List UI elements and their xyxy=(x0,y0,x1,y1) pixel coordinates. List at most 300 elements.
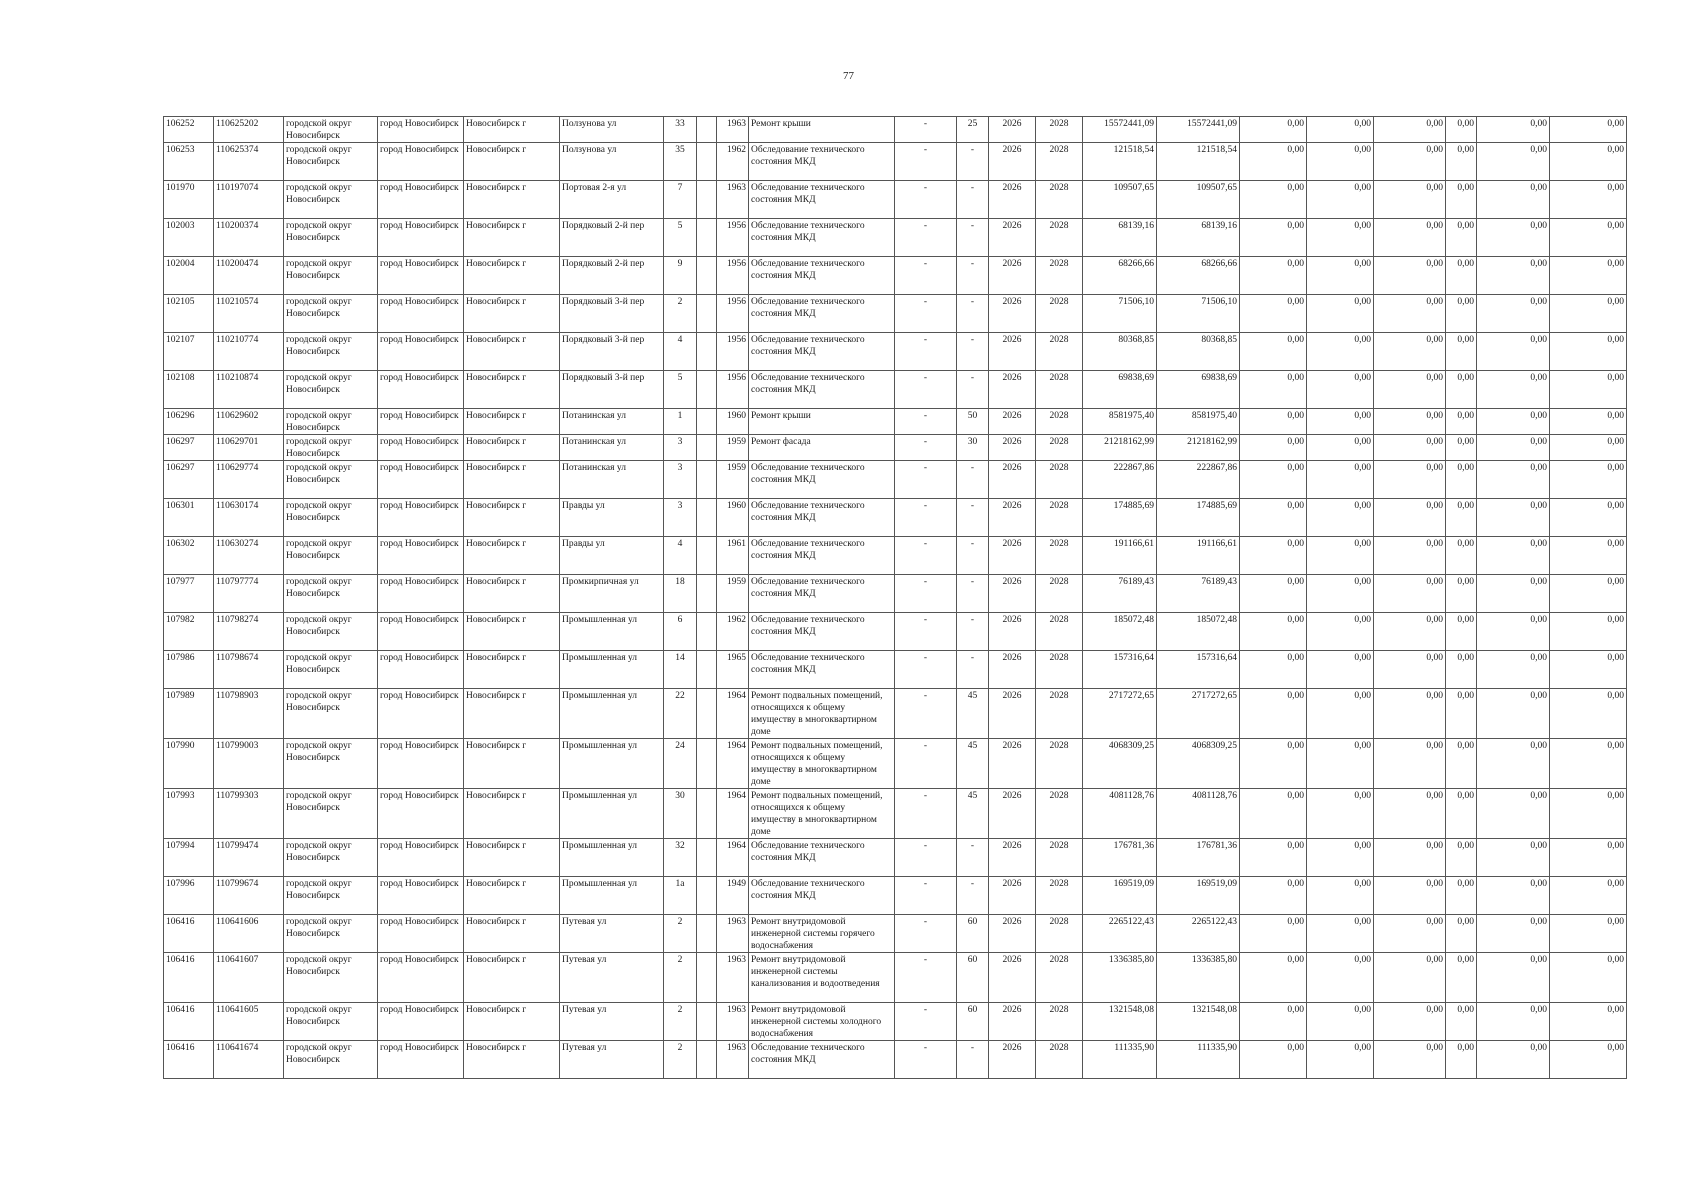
fund-cost-cell: 4068309,25 xyxy=(1157,739,1240,789)
value-cell: 0,00 xyxy=(1307,143,1374,181)
work-type-cell: Ремонт подвальных помещений, относящихся к общему имуществу в многоквартирном доме xyxy=(749,689,895,739)
mark-cell: - xyxy=(895,651,957,689)
value-cell: 0,00 xyxy=(1374,877,1446,915)
fund-cost-cell: 109507,65 xyxy=(1157,181,1240,219)
row-id-cell: 107994 xyxy=(164,839,214,877)
house-cell: 22 xyxy=(664,689,697,739)
street-cell: Ползунова ул xyxy=(560,143,664,181)
service-life-cell: 30 xyxy=(957,435,989,461)
table-row xyxy=(164,575,1627,613)
value-cell: 0,00 xyxy=(1550,839,1627,877)
value-cell: 0,00 xyxy=(1446,613,1477,651)
value-cell: 0,00 xyxy=(1307,181,1374,219)
building-cell xyxy=(697,1041,717,1079)
street-cell: Путевая ул xyxy=(560,915,664,953)
value-cell: 0,00 xyxy=(1374,953,1446,1003)
house-cell: 32 xyxy=(664,839,697,877)
value-cell: 0,00 xyxy=(1550,789,1627,839)
building-cell xyxy=(697,689,717,739)
value-cell: 0,00 xyxy=(1446,435,1477,461)
value-cell: 0,00 xyxy=(1446,117,1477,143)
fund-cost-cell: 176781,36 xyxy=(1157,839,1240,877)
value-cell: 0,00 xyxy=(1240,409,1307,435)
city-cell: Новосибирск г xyxy=(464,143,560,181)
value-cell: 0,00 xyxy=(1307,739,1374,789)
value-cell: 0,00 xyxy=(1374,295,1446,333)
table-row xyxy=(164,257,1627,295)
value-cell: 0,00 xyxy=(1446,689,1477,739)
building-cell xyxy=(697,181,717,219)
street-cell: Потанинская ул xyxy=(560,461,664,499)
service-life-cell: - xyxy=(957,613,989,651)
service-life-cell: - xyxy=(957,461,989,499)
street-cell: Промышленная ул xyxy=(560,651,664,689)
city-cell: Новосибирск г xyxy=(464,257,560,295)
street-cell: Потанинская ул xyxy=(560,409,664,435)
mark-cell: - xyxy=(895,461,957,499)
year-cell: 1959 xyxy=(717,435,749,461)
mark-cell: - xyxy=(895,143,957,181)
value-cell: 0,00 xyxy=(1477,537,1550,575)
city-cell: Новосибирск г xyxy=(464,689,560,739)
year-cell: 1963 xyxy=(717,953,749,1003)
value-cell: 0,00 xyxy=(1477,257,1550,295)
end-year-cell: 2028 xyxy=(1036,613,1083,651)
value-cell: 0,00 xyxy=(1307,1041,1374,1079)
mark-cell: - xyxy=(895,117,957,143)
work-type-cell: Ремонт внутридомовой инженерной системы горячего водоснабжения xyxy=(749,915,895,953)
settlement-cell: город Новосибирск xyxy=(378,689,464,739)
total-cost-cell: 176781,36 xyxy=(1083,839,1157,877)
street-cell: Порядковый 3-й пер xyxy=(560,295,664,333)
building-cell xyxy=(697,739,717,789)
value-cell: 0,00 xyxy=(1446,295,1477,333)
value-cell: 0,00 xyxy=(1240,219,1307,257)
end-year-cell: 2028 xyxy=(1036,915,1083,953)
value-cell: 0,00 xyxy=(1446,537,1477,575)
city-cell: Новосибирск г xyxy=(464,839,560,877)
value-cell: 0,00 xyxy=(1446,877,1477,915)
value-cell: 0,00 xyxy=(1307,575,1374,613)
service-life-cell: 60 xyxy=(957,953,989,1003)
value-cell: 0,00 xyxy=(1374,537,1446,575)
city-cell: Новосибирск г xyxy=(464,371,560,409)
value-cell: 0,00 xyxy=(1550,333,1627,371)
service-life-cell: 45 xyxy=(957,689,989,739)
end-year-cell: 2028 xyxy=(1036,537,1083,575)
street-cell: Промкирпичная ул xyxy=(560,575,664,613)
start-year-cell: 2026 xyxy=(989,435,1036,461)
settlement-cell: город Новосибирск xyxy=(378,739,464,789)
start-year-cell: 2026 xyxy=(989,877,1036,915)
value-cell: 0,00 xyxy=(1374,915,1446,953)
value-cell: 0,00 xyxy=(1240,117,1307,143)
building-cell xyxy=(697,613,717,651)
service-life-cell: - xyxy=(957,651,989,689)
value-cell: 0,00 xyxy=(1240,499,1307,537)
total-cost-cell: 111335,90 xyxy=(1083,1041,1157,1079)
total-cost-cell: 1336385,80 xyxy=(1083,953,1157,1003)
value-cell: 0,00 xyxy=(1240,257,1307,295)
value-cell: 0,00 xyxy=(1446,409,1477,435)
start-year-cell: 2026 xyxy=(989,537,1036,575)
value-cell: 0,00 xyxy=(1374,371,1446,409)
value-cell: 0,00 xyxy=(1307,435,1374,461)
settlement-cell: город Новосибирск xyxy=(378,915,464,953)
service-life-cell: 60 xyxy=(957,1003,989,1041)
value-cell: 0,00 xyxy=(1374,117,1446,143)
value-cell: 0,00 xyxy=(1477,143,1550,181)
value-cell: 0,00 xyxy=(1550,409,1627,435)
fund-cost-cell: 169519,09 xyxy=(1157,877,1240,915)
end-year-cell: 2028 xyxy=(1036,257,1083,295)
row-id-cell: 106302 xyxy=(164,537,214,575)
city-cell: Новосибирск г xyxy=(464,333,560,371)
end-year-cell: 2028 xyxy=(1036,295,1083,333)
building-cell xyxy=(697,219,717,257)
end-year-cell: 2028 xyxy=(1036,689,1083,739)
start-year-cell: 2026 xyxy=(989,689,1036,739)
settlement-cell: город Новосибирск xyxy=(378,371,464,409)
value-cell: 0,00 xyxy=(1446,461,1477,499)
fund-cost-cell: 1321548,08 xyxy=(1157,1003,1240,1041)
house-cell: 3 xyxy=(664,499,697,537)
row-id-cell: 106416 xyxy=(164,915,214,953)
total-cost-cell: 69838,69 xyxy=(1083,371,1157,409)
service-life-cell: - xyxy=(957,333,989,371)
value-cell: 0,00 xyxy=(1477,181,1550,219)
end-year-cell: 2028 xyxy=(1036,953,1083,1003)
district-cell: городской округ Новосибирск xyxy=(284,689,378,739)
service-life-cell: - xyxy=(957,877,989,915)
row-code-cell: 110210574 xyxy=(214,295,284,333)
row-id-cell: 106297 xyxy=(164,435,214,461)
value-cell: 0,00 xyxy=(1307,371,1374,409)
district-cell: городской округ Новосибирск xyxy=(284,789,378,839)
house-cell: 33 xyxy=(664,117,697,143)
value-cell: 0,00 xyxy=(1550,1003,1627,1041)
work-type-cell: Обследование технического состояния МКД xyxy=(749,295,895,333)
table-row xyxy=(164,537,1627,575)
value-cell: 0,00 xyxy=(1240,181,1307,219)
row-code-cell: 110200474 xyxy=(214,257,284,295)
value-cell: 0,00 xyxy=(1446,651,1477,689)
district-cell: городской округ Новосибирск xyxy=(284,877,378,915)
fund-cost-cell: 111335,90 xyxy=(1157,1041,1240,1079)
start-year-cell: 2026 xyxy=(989,953,1036,1003)
district-cell: городской округ Новосибирск xyxy=(284,435,378,461)
value-cell: 0,00 xyxy=(1550,499,1627,537)
city-cell: Новосибирск г xyxy=(464,877,560,915)
table-row xyxy=(164,877,1627,915)
start-year-cell: 2026 xyxy=(989,117,1036,143)
row-code-cell: 110799303 xyxy=(214,789,284,839)
total-cost-cell: 21218162,99 xyxy=(1083,435,1157,461)
building-cell xyxy=(697,1003,717,1041)
year-cell: 1959 xyxy=(717,461,749,499)
settlement-cell: город Новосибирск xyxy=(378,409,464,435)
table-row xyxy=(164,651,1627,689)
year-cell: 1964 xyxy=(717,739,749,789)
mark-cell: - xyxy=(895,575,957,613)
building-cell xyxy=(697,461,717,499)
capital-repair-register-table xyxy=(163,116,1627,1079)
value-cell: 0,00 xyxy=(1477,915,1550,953)
value-cell: 0,00 xyxy=(1477,575,1550,613)
house-cell: 3 xyxy=(664,435,697,461)
city-cell: Новосибирск г xyxy=(464,181,560,219)
value-cell: 0,00 xyxy=(1374,789,1446,839)
building-cell xyxy=(697,651,717,689)
row-id-cell: 107986 xyxy=(164,651,214,689)
street-cell: Путевая ул xyxy=(560,1003,664,1041)
row-code-cell: 110629701 xyxy=(214,435,284,461)
house-cell: 5 xyxy=(664,371,697,409)
city-cell: Новосибирск г xyxy=(464,739,560,789)
value-cell: 0,00 xyxy=(1550,651,1627,689)
year-cell: 1965 xyxy=(717,651,749,689)
mark-cell: - xyxy=(895,409,957,435)
service-life-cell: - xyxy=(957,537,989,575)
row-code-cell: 110641607 xyxy=(214,953,284,1003)
work-type-cell: Обследование технического состояния МКД xyxy=(749,613,895,651)
work-type-cell: Обследование технического состояния МКД xyxy=(749,461,895,499)
end-year-cell: 2028 xyxy=(1036,839,1083,877)
value-cell: 0,00 xyxy=(1477,839,1550,877)
value-cell: 0,00 xyxy=(1240,915,1307,953)
value-cell: 0,00 xyxy=(1477,1041,1550,1079)
year-cell: 1964 xyxy=(717,689,749,739)
total-cost-cell: 71506,10 xyxy=(1083,295,1157,333)
row-code-cell: 110798274 xyxy=(214,613,284,651)
value-cell: 0,00 xyxy=(1307,333,1374,371)
row-code-cell: 110210774 xyxy=(214,333,284,371)
mark-cell: - xyxy=(895,613,957,651)
year-cell: 1956 xyxy=(717,257,749,295)
work-type-cell: Обследование технического состояния МКД xyxy=(749,499,895,537)
table-row xyxy=(164,839,1627,877)
row-id-cell: 107996 xyxy=(164,877,214,915)
city-cell: Новосибирск г xyxy=(464,1003,560,1041)
district-cell: городской округ Новосибирск xyxy=(284,371,378,409)
mark-cell: - xyxy=(895,371,957,409)
settlement-cell: город Новосибирск xyxy=(378,1041,464,1079)
start-year-cell: 2026 xyxy=(989,739,1036,789)
row-code-cell: 110798674 xyxy=(214,651,284,689)
district-cell: городской округ Новосибирск xyxy=(284,333,378,371)
value-cell: 0,00 xyxy=(1477,333,1550,371)
house-cell: 2 xyxy=(664,953,697,1003)
table-row xyxy=(164,181,1627,219)
work-type-cell: Обследование технического состояния МКД xyxy=(749,333,895,371)
work-type-cell: Ремонт подвальных помещений, относящихся к общему имуществу в многоквартирном доме xyxy=(749,739,895,789)
house-cell: 24 xyxy=(664,739,697,789)
row-id-cell: 106253 xyxy=(164,143,214,181)
fund-cost-cell: 71506,10 xyxy=(1157,295,1240,333)
building-cell xyxy=(697,435,717,461)
row-id-cell: 102105 xyxy=(164,295,214,333)
value-cell: 0,00 xyxy=(1240,537,1307,575)
value-cell: 0,00 xyxy=(1477,651,1550,689)
fund-cost-cell: 121518,54 xyxy=(1157,143,1240,181)
settlement-cell: город Новосибирск xyxy=(378,117,464,143)
settlement-cell: город Новосибирск xyxy=(378,613,464,651)
row-id-cell: 106416 xyxy=(164,953,214,1003)
value-cell: 0,00 xyxy=(1550,219,1627,257)
start-year-cell: 2026 xyxy=(989,499,1036,537)
value-cell: 0,00 xyxy=(1374,1041,1446,1079)
value-cell: 0,00 xyxy=(1550,295,1627,333)
work-type-cell: Обследование технического состояния МКД xyxy=(749,575,895,613)
row-code-cell: 110798903 xyxy=(214,689,284,739)
house-cell: 5 xyxy=(664,219,697,257)
fund-cost-cell: 2717272,65 xyxy=(1157,689,1240,739)
house-cell: 4 xyxy=(664,537,697,575)
total-cost-cell: 185072,48 xyxy=(1083,613,1157,651)
district-cell: городской округ Новосибирск xyxy=(284,575,378,613)
value-cell: 0,00 xyxy=(1240,953,1307,1003)
building-cell xyxy=(697,575,717,613)
district-cell: городской округ Новосибирск xyxy=(284,613,378,651)
value-cell: 0,00 xyxy=(1477,371,1550,409)
value-cell: 0,00 xyxy=(1307,499,1374,537)
building-cell xyxy=(697,877,717,915)
row-id-cell: 107990 xyxy=(164,739,214,789)
value-cell: 0,00 xyxy=(1477,613,1550,651)
service-life-cell: 45 xyxy=(957,739,989,789)
table-row xyxy=(164,915,1627,953)
value-cell: 0,00 xyxy=(1550,371,1627,409)
row-id-cell: 107977 xyxy=(164,575,214,613)
total-cost-cell: 8581975,40 xyxy=(1083,409,1157,435)
house-cell: 14 xyxy=(664,651,697,689)
fund-cost-cell: 8581975,40 xyxy=(1157,409,1240,435)
total-cost-cell: 157316,64 xyxy=(1083,651,1157,689)
building-cell xyxy=(697,499,717,537)
value-cell: 0,00 xyxy=(1374,461,1446,499)
value-cell: 0,00 xyxy=(1550,613,1627,651)
total-cost-cell: 121518,54 xyxy=(1083,143,1157,181)
value-cell: 0,00 xyxy=(1550,953,1627,1003)
value-cell: 0,00 xyxy=(1477,295,1550,333)
year-cell: 1961 xyxy=(717,537,749,575)
fund-cost-cell: 222867,86 xyxy=(1157,461,1240,499)
building-cell xyxy=(697,839,717,877)
table-row xyxy=(164,953,1627,1003)
district-cell: городской округ Новосибирск xyxy=(284,915,378,953)
value-cell: 0,00 xyxy=(1446,953,1477,1003)
value-cell: 0,00 xyxy=(1307,117,1374,143)
street-cell: Путевая ул xyxy=(560,953,664,1003)
house-cell: 2 xyxy=(664,915,697,953)
start-year-cell: 2026 xyxy=(989,789,1036,839)
value-cell: 0,00 xyxy=(1446,499,1477,537)
service-life-cell: - xyxy=(957,499,989,537)
value-cell: 0,00 xyxy=(1240,739,1307,789)
end-year-cell: 2028 xyxy=(1036,371,1083,409)
service-life-cell: 45 xyxy=(957,789,989,839)
value-cell: 0,00 xyxy=(1374,219,1446,257)
settlement-cell: город Новосибирск xyxy=(378,295,464,333)
work-type-cell: Обследование технического состояния МКД xyxy=(749,877,895,915)
service-life-cell: - xyxy=(957,257,989,295)
start-year-cell: 2026 xyxy=(989,371,1036,409)
district-cell: городской округ Новосибирск xyxy=(284,461,378,499)
start-year-cell: 2026 xyxy=(989,915,1036,953)
year-cell: 1962 xyxy=(717,143,749,181)
row-id-cell: 102108 xyxy=(164,371,214,409)
value-cell: 0,00 xyxy=(1477,1003,1550,1041)
street-cell: Порядковый 3-й пер xyxy=(560,371,664,409)
fund-cost-cell: 191166,61 xyxy=(1157,537,1240,575)
service-life-cell: - xyxy=(957,839,989,877)
street-cell: Промышленная ул xyxy=(560,839,664,877)
row-id-cell: 102004 xyxy=(164,257,214,295)
start-year-cell: 2026 xyxy=(989,461,1036,499)
value-cell: 0,00 xyxy=(1307,409,1374,435)
total-cost-cell: 174885,69 xyxy=(1083,499,1157,537)
value-cell: 0,00 xyxy=(1477,953,1550,1003)
mark-cell: - xyxy=(895,257,957,295)
end-year-cell: 2028 xyxy=(1036,435,1083,461)
total-cost-cell: 2265122,43 xyxy=(1083,915,1157,953)
value-cell: 0,00 xyxy=(1374,181,1446,219)
value-cell: 0,00 xyxy=(1374,409,1446,435)
value-cell: 0,00 xyxy=(1307,1003,1374,1041)
mark-cell: - xyxy=(895,435,957,461)
mark-cell: - xyxy=(895,295,957,333)
table-row xyxy=(164,789,1627,839)
house-cell: 2 xyxy=(664,1003,697,1041)
value-cell: 0,00 xyxy=(1446,219,1477,257)
settlement-cell: город Новосибирск xyxy=(378,953,464,1003)
page-number: 77 xyxy=(843,70,854,82)
value-cell: 0,00 xyxy=(1374,257,1446,295)
row-id-cell: 106301 xyxy=(164,499,214,537)
table-row xyxy=(164,117,1627,143)
service-life-cell: - xyxy=(957,181,989,219)
city-cell: Новосибирск г xyxy=(464,435,560,461)
street-cell: Промышленная ул xyxy=(560,789,664,839)
service-life-cell: - xyxy=(957,371,989,409)
settlement-cell: город Новосибирск xyxy=(378,333,464,371)
work-type-cell: Обследование технического состояния МКД xyxy=(749,839,895,877)
work-type-cell: Ремонт подвальных помещений, относящихся к общему имуществу в многоквартирном доме xyxy=(749,789,895,839)
value-cell: 0,00 xyxy=(1446,915,1477,953)
work-type-cell: Обследование технического состояния МКД xyxy=(749,181,895,219)
street-cell: Портовая 2-я ул xyxy=(560,181,664,219)
street-cell: Промышленная ул xyxy=(560,613,664,651)
row-id-cell: 106252 xyxy=(164,117,214,143)
value-cell: 0,00 xyxy=(1550,257,1627,295)
value-cell: 0,00 xyxy=(1240,575,1307,613)
value-cell: 0,00 xyxy=(1240,333,1307,371)
mark-cell: - xyxy=(895,219,957,257)
table-row xyxy=(164,461,1627,499)
building-cell xyxy=(697,409,717,435)
street-cell: Правды ул xyxy=(560,499,664,537)
end-year-cell: 2028 xyxy=(1036,461,1083,499)
fund-cost-cell: 80368,85 xyxy=(1157,333,1240,371)
work-type-cell: Ремонт внутридомовой инженерной системы холодного водоснабжения xyxy=(749,1003,895,1041)
house-cell: 2 xyxy=(664,1041,697,1079)
work-type-cell: Ремонт фасада xyxy=(749,435,895,461)
value-cell: 0,00 xyxy=(1374,1003,1446,1041)
settlement-cell: город Новосибирск xyxy=(378,1003,464,1041)
value-cell: 0,00 xyxy=(1550,915,1627,953)
value-cell: 0,00 xyxy=(1240,1003,1307,1041)
year-cell: 1956 xyxy=(717,295,749,333)
